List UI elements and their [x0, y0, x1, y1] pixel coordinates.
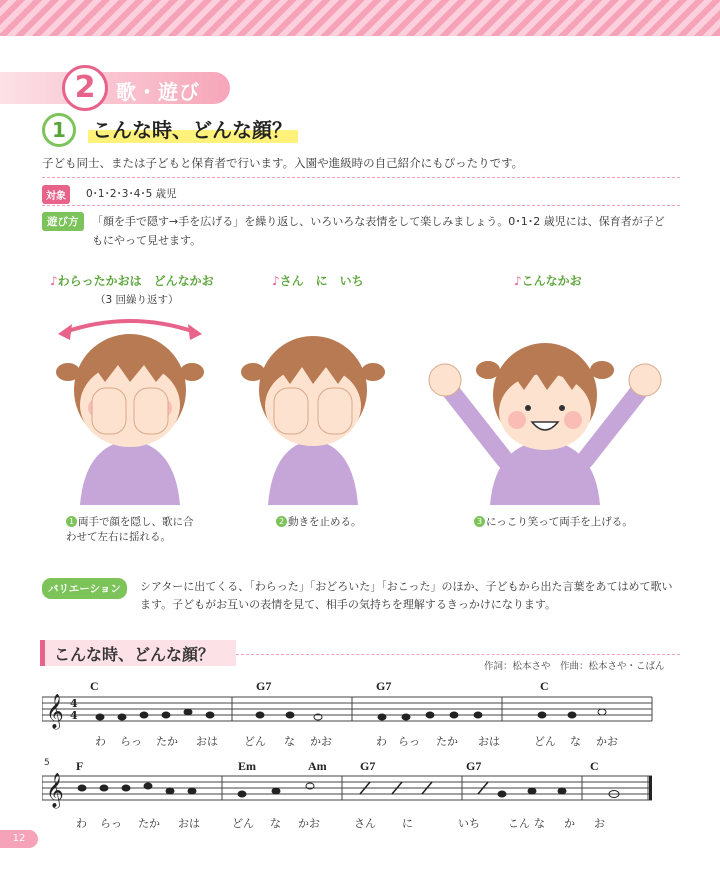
activity-number: 1	[42, 113, 76, 147]
chord: G7	[256, 679, 272, 693]
lyric: さん	[354, 817, 376, 830]
lyric: らっ	[120, 735, 142, 748]
measure-number: 5	[44, 758, 50, 768]
section-title: 歌・遊び	[116, 80, 200, 104]
step-caption-1: 1 両手で顔を隠し、歌に合 わせて左右に揺れる。	[66, 516, 194, 543]
target-value: 0･1･2･3･4･5 歳児	[86, 188, 177, 200]
step-caption-2: 2 動きを止める。	[276, 515, 362, 530]
lyric: わ	[95, 735, 106, 748]
lyric: な	[270, 817, 281, 830]
lyric: わ	[76, 817, 87, 830]
chord: C	[90, 679, 99, 693]
staff-line-2	[42, 758, 654, 818]
lyric: いち	[458, 817, 480, 830]
lyric: お	[594, 817, 605, 830]
svg-text:𝄞: 𝄞	[46, 694, 64, 729]
song-label-3: ♪こんなかお	[514, 274, 582, 288]
song-title: こんな時、どんな顔？	[54, 645, 215, 664]
lyric: どん	[244, 735, 266, 748]
chord: F	[76, 759, 84, 773]
lyric: おは	[178, 817, 200, 830]
lyric: おは	[478, 735, 500, 748]
repeat-note: （3 回繰り返す）	[95, 294, 179, 306]
chord: C	[590, 759, 599, 773]
variation-text: シアターに出てくる、「わらった」「おどろいた」「おこった」のほか、子どもから出た言葉をあてはめて歌います。子どもがお互いの表情を見て、相手の気持ちを理解するきっかけになります。	[140, 580, 673, 611]
song-credit: 作詞：松本さや 作曲：松本さや・こばん	[484, 661, 665, 672]
lyric: どん	[534, 735, 556, 748]
lyric: か	[564, 817, 575, 830]
lyric: な	[570, 735, 581, 748]
divider	[42, 177, 680, 178]
lyric: こん	[508, 817, 530, 830]
lyric: な	[284, 735, 295, 748]
lyric: かお	[298, 817, 320, 830]
variation-tag: バリエーション	[42, 578, 127, 599]
lyric: たか	[436, 735, 458, 748]
girl-swaying-illustration	[40, 310, 220, 505]
lyric: どん	[232, 817, 254, 830]
lyric: わ	[376, 735, 387, 748]
lyric: に	[402, 817, 413, 830]
chord: G7	[466, 759, 482, 773]
chord: G7	[360, 759, 376, 773]
page-number: 12	[0, 830, 38, 848]
song-label-2: ♪さん に いち	[272, 274, 364, 288]
svg-text:4: 4	[70, 697, 78, 710]
girl-smiling-illustration	[420, 340, 670, 505]
lyric: かお	[310, 735, 332, 748]
target-tag: 対象	[42, 185, 70, 204]
girl-stopping-illustration	[238, 320, 388, 505]
lyric: らっ	[398, 735, 420, 748]
lyric: らっ	[100, 817, 122, 830]
svg-text:𝄞: 𝄞	[46, 773, 64, 808]
divider	[42, 205, 680, 206]
lyric: おは	[196, 735, 218, 748]
chord: Em	[238, 759, 256, 773]
step-caption-3: 3 にっこり笑って両手を上げる。	[474, 515, 633, 530]
divider	[236, 654, 680, 655]
song-label-1: ♪わらったかおは どんなかお	[50, 274, 214, 288]
lyric: かお	[596, 735, 618, 748]
lyric: たか	[156, 735, 178, 748]
activity-title: こんな時、どんな顔？	[88, 114, 298, 143]
section-number: 2	[62, 65, 108, 111]
header-stripe	[0, 0, 720, 36]
svg-text:4: 4	[70, 709, 78, 722]
chord: G7	[376, 679, 392, 693]
play-text: 「顔を手で隠す→手を広げる」を繰り返し、いろいろな表情をして楽しみましょう。0･1･2 歳児には、保育者が子どもにやって見せます。	[92, 215, 665, 247]
lyric: たか	[138, 817, 160, 830]
play-tag: 遊び方	[42, 212, 84, 231]
chord: Am	[308, 759, 327, 773]
lyric: な	[534, 817, 545, 830]
chord: C	[540, 679, 549, 693]
intro-text: 子ども同士、または子どもと保育者で行います。入園や進級時の自己紹介にもぴったりです。	[42, 156, 524, 170]
